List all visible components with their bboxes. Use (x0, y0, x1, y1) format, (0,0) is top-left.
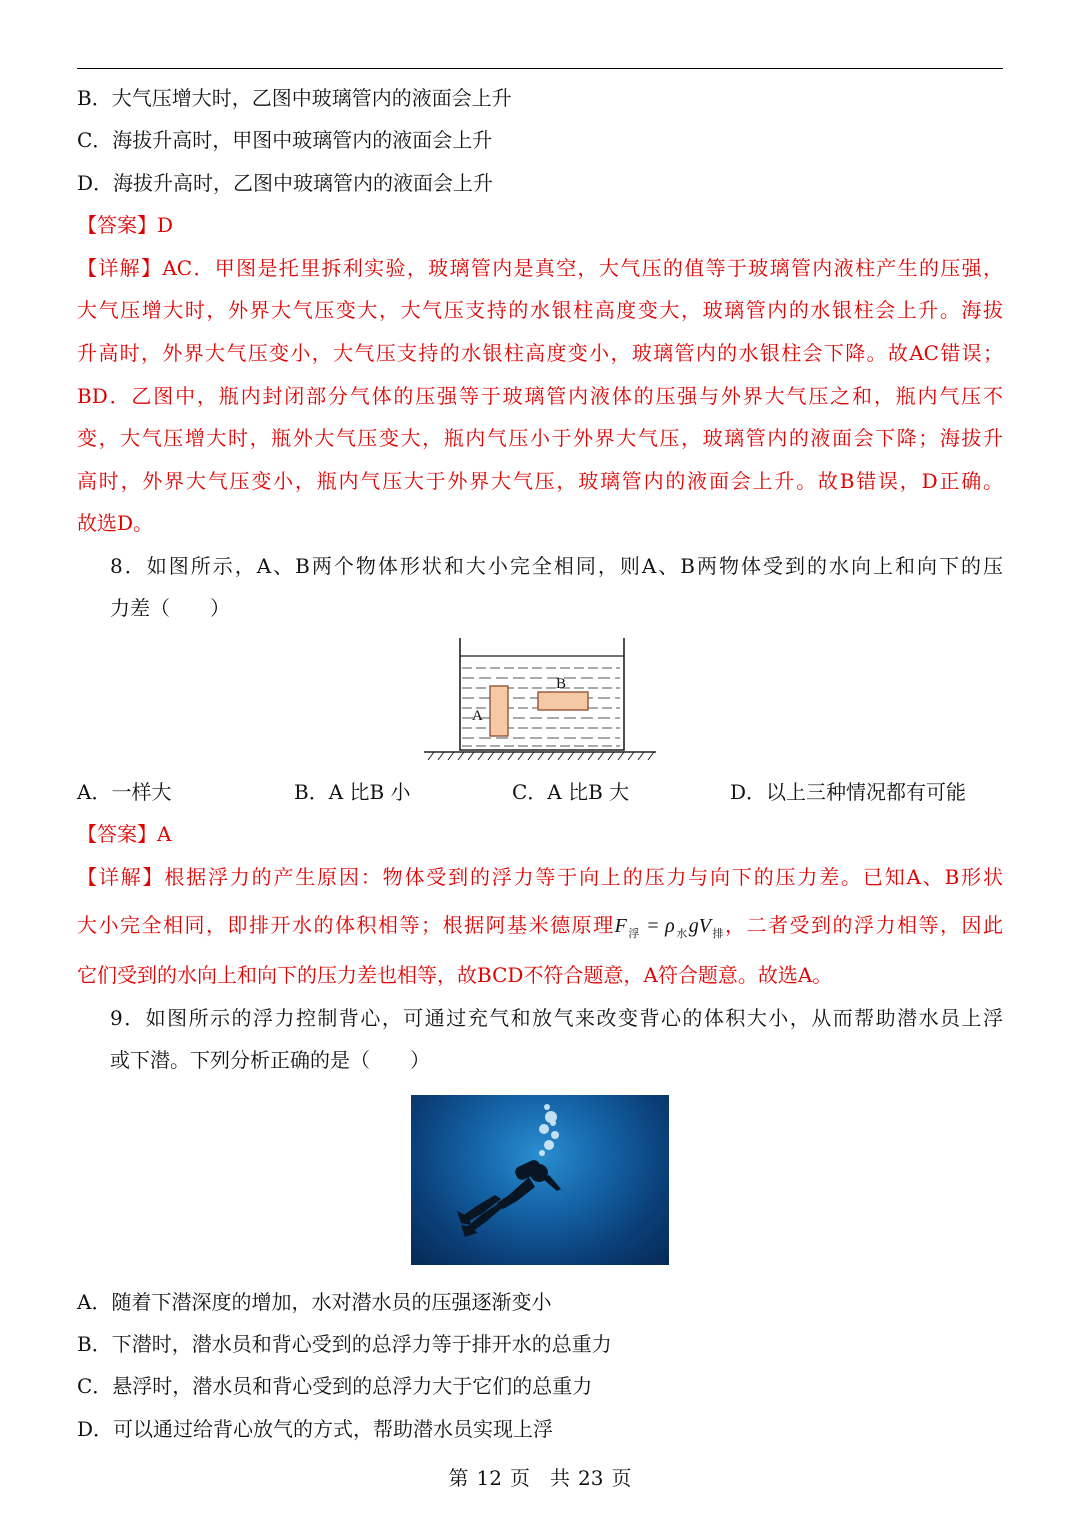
prev-explanation-line: 变，大气压增大时，瓶外大气压变大，瓶内气压小于外界大气压，玻璃管内的液面会下降；海拔升 (77, 426, 1003, 450)
q8-explanation-line: 【详解】根据浮力的产生原因：物体受到的浮力等于向上的压力与向下的压力差。已知A、B形状 (77, 865, 1003, 889)
object-a (490, 686, 508, 736)
prev-explanation-line: 大气压增大时，外界大气压变大，大气压支持的水银柱高度变大，玻璃管内的水银柱会上升。海拔 (77, 298, 1003, 322)
q9-option-a: A．随着下潜深度的增加，水对潜水员的压强逐渐变小 (77, 1290, 552, 1314)
diver-silhouette (457, 1158, 561, 1237)
q9-stem-line: 或下潜。下列分析正确的是（ ） (110, 1048, 430, 1072)
q8-answer: 【答案】A (77, 822, 172, 846)
q9-stem-line: 9．如图所示的浮力控制背心，可通过充气和放气来改变背心的体积大小，从而帮助潜水员上浮 (110, 1006, 1003, 1030)
q9-option-d: D．可以通过给背心放气的方式，帮助潜水员实现上浮 (77, 1417, 554, 1441)
prev-option-c: C．海拔升高时，甲图中玻璃管内的液面会上升 (77, 128, 493, 152)
q8-option-a: A．一样大 (77, 780, 172, 804)
q8-option-c: C．A 比B 大 (512, 780, 630, 804)
prev-explanation-line: 升高时，外界大气压变小，大气压支持的水银柱高度变小，玻璃管内的水银柱会下降。故AC错误； (77, 341, 1003, 365)
label-a: A (472, 708, 483, 724)
header-rule (77, 68, 1003, 69)
q8-option-b: B．A 比B 小 (294, 780, 411, 804)
prev-option-d: D．海拔升高时，乙图中玻璃管内的液面会上升 (77, 171, 494, 195)
ground-hatch (428, 752, 654, 760)
page-footer: 第 12 页 共 23 页 (448, 1466, 632, 1490)
label-b: B (556, 676, 567, 692)
buoyancy-formula: $F_浮 = \rho_水gV_排$ (614, 915, 725, 940)
prev-explanation-line: 高时，外界大气压变小，瓶内气压大于外界大气压，玻璃管内的液面会上升。故B错误，D正确。 (77, 469, 1003, 493)
q8-explanation-text: ，二者受到的浮力相等，因此 (725, 913, 1004, 937)
prev-answer: 【答案】D (77, 213, 174, 237)
q8-explanation-line-formula (77, 913, 1003, 946)
diver-photo (411, 1095, 669, 1265)
q9-option-b: B．下潜时，潜水员和背心受到的总浮力等于排开水的总重力 (77, 1332, 612, 1356)
q8-stem-line: 力差（ ） (110, 596, 230, 620)
prev-explanation-line: BD．乙图中，瓶内封闭部分气体的压强等于玻璃管内液体的压强与外界大气压之和，瓶内气压不 (77, 384, 1003, 408)
prev-explanation-line: 【详解】AC．甲图是托里拆利实验，玻璃管内是真空，大气压的值等于玻璃管内液柱产生的压强， (77, 256, 1003, 280)
q8-explanation-line: 它们受到的水向上和向下的压力差也相等，故BCD不符合题意，A符合题意。故选A。 (77, 963, 833, 987)
prev-explanation-line: 故选D。 (77, 511, 154, 535)
prev-option-b: B．大气压增大时，乙图中玻璃管内的液面会上升 (77, 86, 512, 110)
total-pages: 23 (578, 1466, 604, 1490)
bubbles (539, 1104, 559, 1156)
page-number: 12 (476, 1466, 502, 1490)
q8-stem-line: 8．如图所示，A、B两个物体形状和大小完全相同，则A、B两物体受到的水向上和向下的压 (110, 554, 1003, 578)
q8-option-d: D．以上三种情况都有可能 (730, 780, 967, 804)
q8-container-diagram (420, 630, 660, 760)
q9-option-c: C．悬浮时，潜水员和背心受到的总浮力大于它们的总重力 (77, 1374, 593, 1398)
q8-explanation-text: 大小完全相同，即排开水的体积相等；根据阿基米德原理 (77, 913, 615, 937)
object-b (538, 692, 588, 710)
